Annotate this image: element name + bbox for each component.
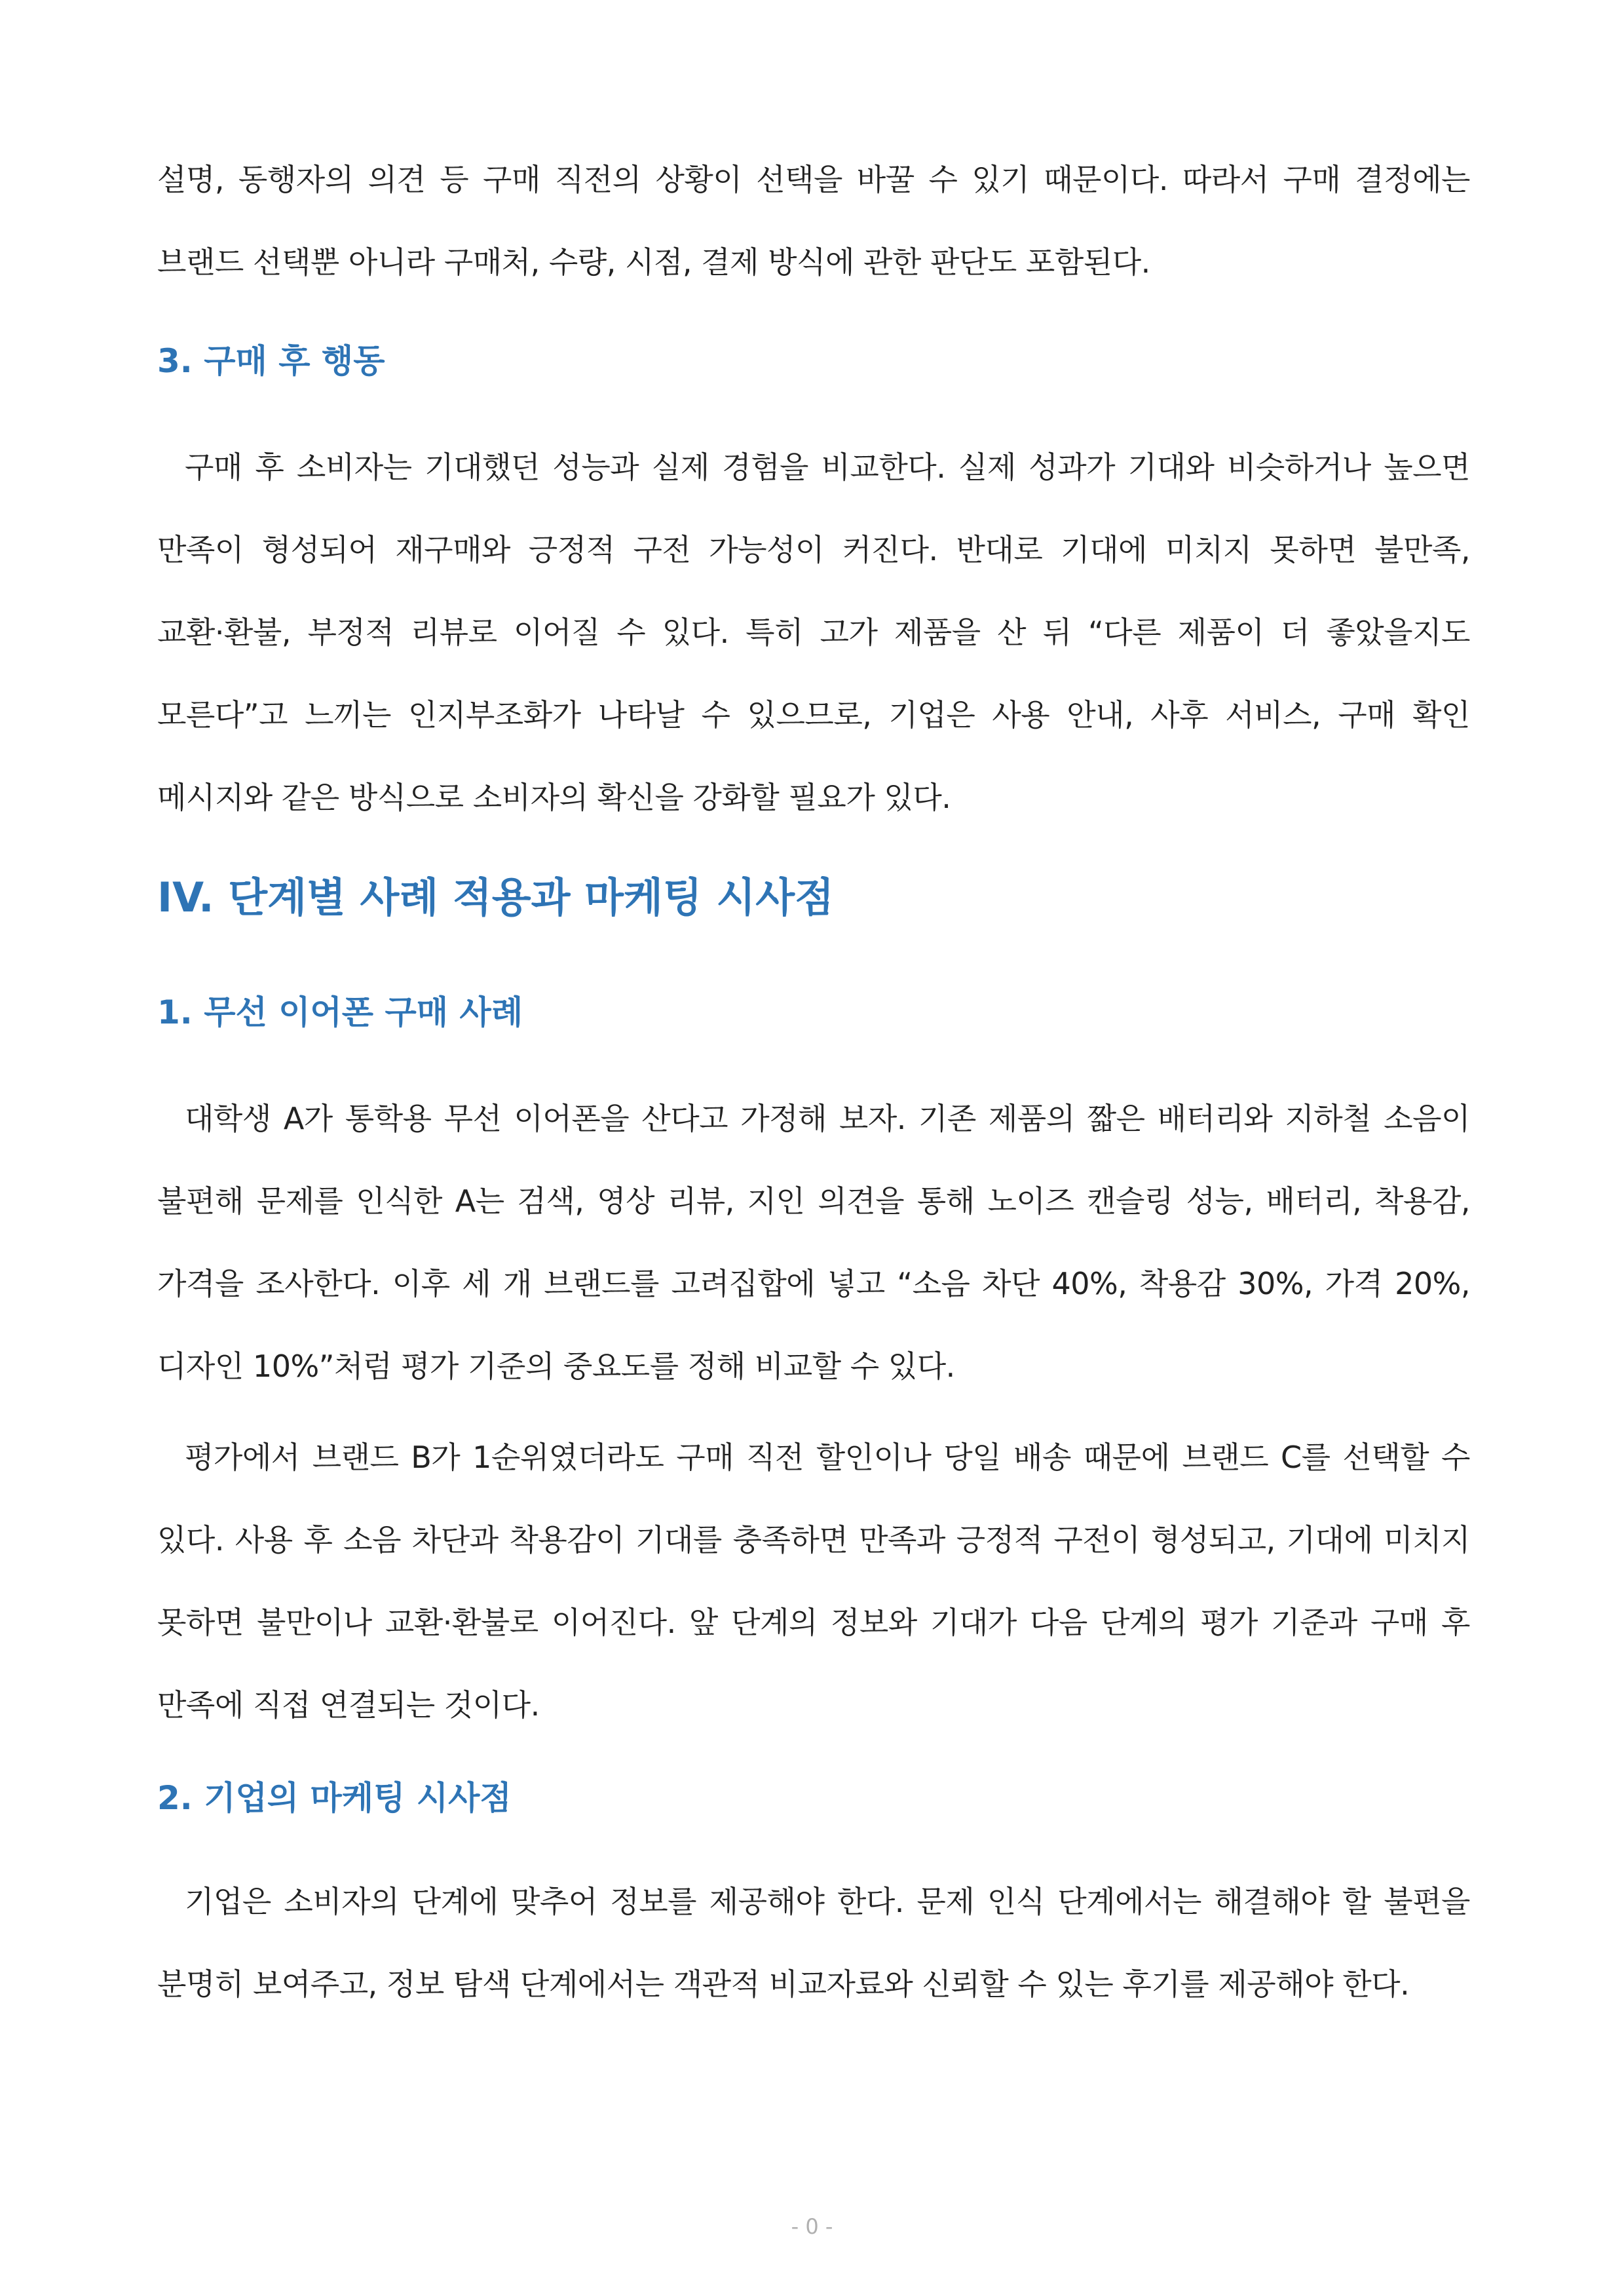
- paragraph-line: 모른다”고 느끼는 인지부조화가 나타날 수 있으므로, 기업은 사용 안내, 사후 서비스, 구매 확인: [157, 697, 1470, 733]
- paragraph-line: 디자인 10%”처럼 평가 기준의 중요도를 정해 비교할 수 있다.: [157, 1349, 955, 1384]
- paragraph-line: 만족에 직접 연결되는 것이다.: [157, 1687, 540, 1723]
- paragraph-line: 메시지와 같은 방식으로 소비자의 확신을 강화할 필요가 있다.: [157, 780, 951, 815]
- paragraph-line: 평가에서 브랜드 B가 1순위였더라도 구매 직전 할인이나 당일 배송 때문에 브랜드 C를 선택할 수: [185, 1440, 1470, 1475]
- paragraph-line: 설명, 동행자의 의견 등 구매 직전의 상황이 선택을 바꿀 수 있기 때문이다. 따라서 구매 결정에는: [157, 162, 1470, 197]
- paragraph-line: 가격을 조사한다. 이후 세 개 브랜드를 고려집합에 넣고 “소음 차단 40%, 착용감 30%, 가격 20%,: [157, 1266, 1470, 1301]
- paragraph-line: 만족이 형성되어 재구매와 긍정적 구전 가능성이 커진다. 반대로 기대에 미치지 못하면 불만족,: [157, 532, 1470, 567]
- paragraph-line: 못하면 불만이나 교환·환불로 이어진다. 앞 단계의 정보와 기대가 다음 단계의 평가 기준과 구매 후: [157, 1605, 1470, 1640]
- paragraph-line: 브랜드 선택뿐 아니라 구매처, 수량, 시점, 결제 방식에 관한 판단도 포함된다.: [157, 244, 1150, 280]
- paragraph-line: 구매 후 소비자는 기대했던 성능과 실제 경험을 비교한다. 실제 성과가 기대와 비슷하거나 높으면: [185, 450, 1470, 485]
- paragraph-line: 대학생 A가 통학용 무선 이어폰을 산다고 가정해 보자. 기존 제품의 짧은 배터리와 지하철 소음이: [185, 1101, 1470, 1136]
- chapter-heading: IV. 단계별 사례 적용과 마케팅 시사점: [157, 873, 835, 921]
- document-page: [157, 0, 1470, 2296]
- paragraph-line: 있다. 사용 후 소음 차단과 착용감이 기대를 충족하면 만족과 긍정적 구전이 형성되고, 기대에 미치지: [157, 1522, 1470, 1558]
- page-number: - 0 -: [791, 2214, 833, 2239]
- section-heading: 1. 무선 이어폰 구매 사례: [157, 993, 523, 1031]
- section-heading: 2. 기업의 마케팅 시사점: [157, 1779, 512, 1817]
- paragraph-line: 분명히 보여주고, 정보 탐색 단계에서는 객관적 비교자료와 신뢰할 수 있는 후기를 제공해야 한다.: [157, 1966, 1410, 2002]
- paragraph-line: 기업은 소비자의 단계에 맞추어 정보를 제공해야 한다. 문제 인식 단계에서는 해결해야 할 불편을: [185, 1884, 1470, 1919]
- section-heading: 3. 구매 후 행동: [157, 342, 385, 380]
- paragraph-line: 불편해 문제를 인식한 A는 검색, 영상 리뷰, 지인 의견을 통해 노이즈 캔슬링 성능, 배터리, 착용감,: [157, 1183, 1470, 1219]
- paragraph-line: 교환·환불, 부정적 리뷰로 이어질 수 있다. 특히 고가 제품을 산 뒤 “다른 제품이 더 좋았을지도: [157, 615, 1470, 650]
